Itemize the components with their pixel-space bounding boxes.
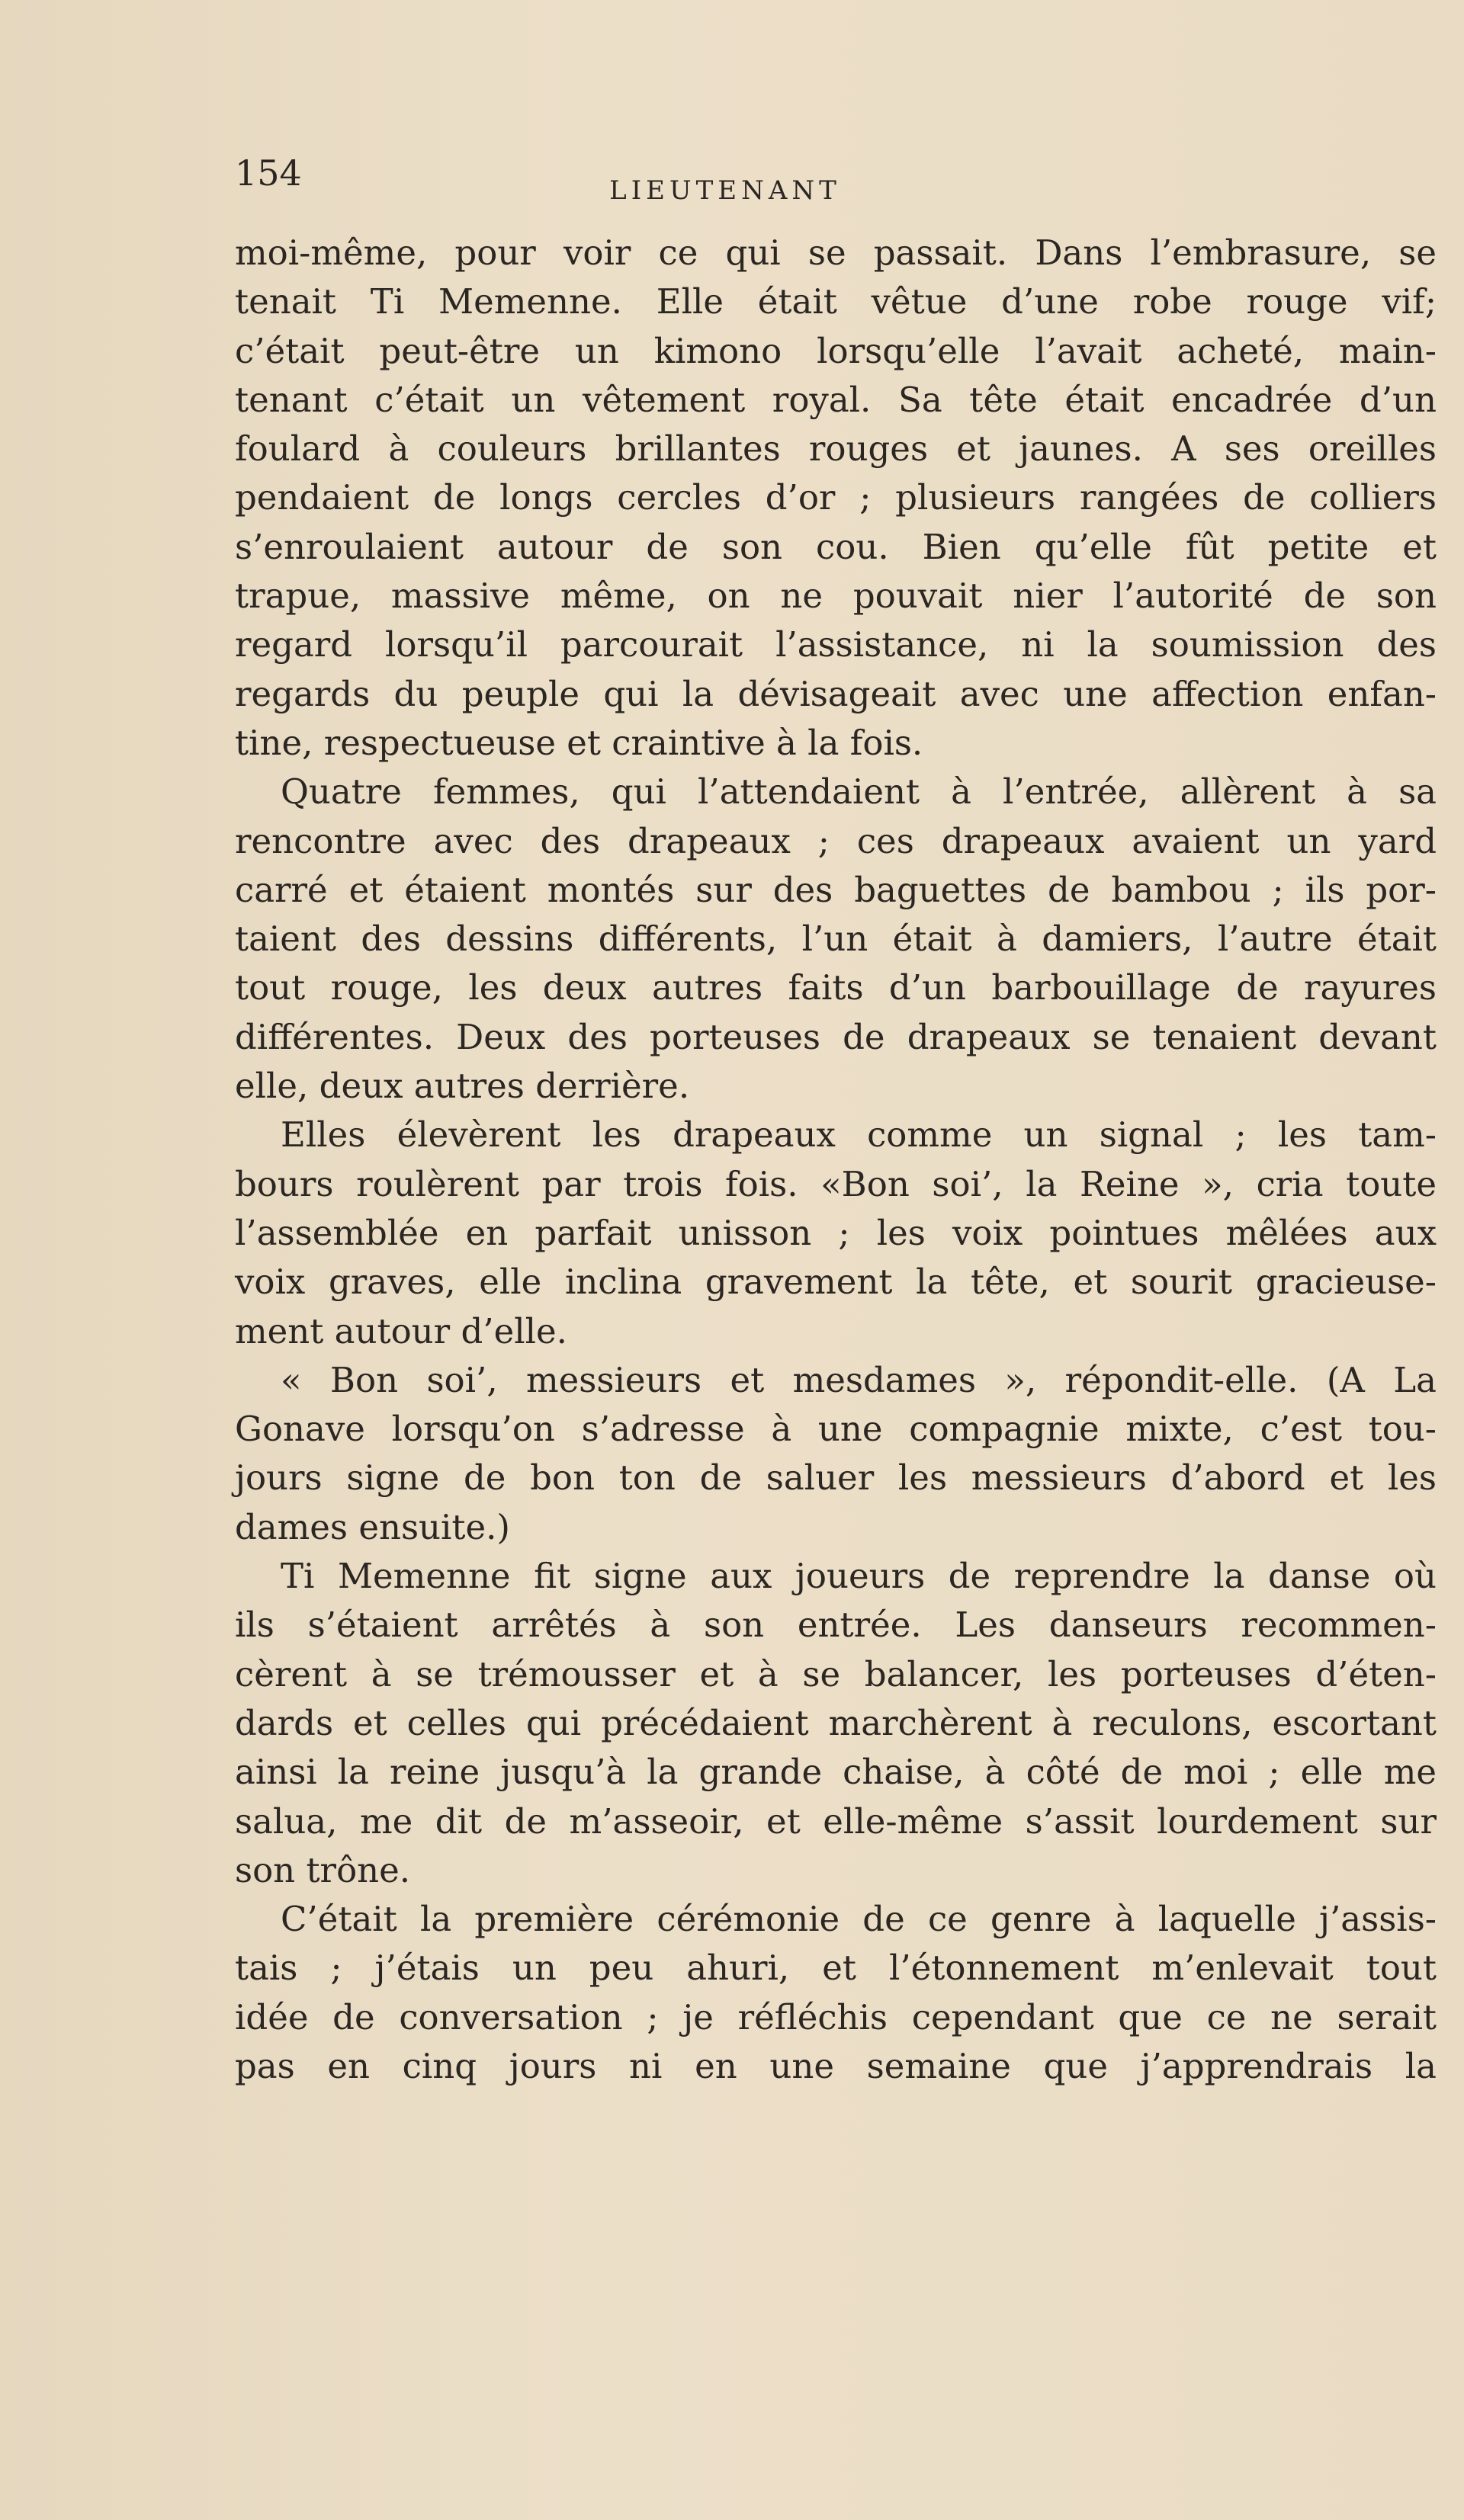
text-line: Quatre femmes, qui l’attendaient à l’entrée, allèrent à sa <box>281 771 1437 813</box>
paragraph <box>235 1111 1437 1355</box>
text-line: bours roulèrent par trois fois. «Bon soi’, la Reine », cria toute <box>235 1163 1437 1204</box>
text-line: son trône. <box>235 1849 411 1890</box>
text-line: regards du peuple qui la dévisageait avec une affection enfan- <box>235 673 1437 714</box>
paragraph <box>235 229 1437 768</box>
text-line: Elles élevèrent les drapeaux comme un signal ; les tam- <box>281 1114 1437 1156</box>
paragraph <box>235 768 1437 1111</box>
text-line: dards et celles qui précédaient marchèrent à reculons, escortant <box>235 1702 1437 1743</box>
text-line: rencontre avec des drapeaux ; ces drapeaux avaient un yard <box>235 820 1437 861</box>
text-line: foulard à couleurs brillantes rouges et jaunes. A ses oreilles <box>235 428 1437 470</box>
text-line: « Bon soi’, messieurs et mesdames », répondit-elle. (A La <box>281 1359 1437 1400</box>
running-head: LIEUTENANT <box>609 175 841 206</box>
text-line: Ti Memenne fit signe aux joueurs de reprendre la danse où <box>281 1556 1437 1597</box>
text-line: voix graves, elle inclina gravement la tête, et sourit gracieuse- <box>235 1262 1437 1303</box>
text-line: ils s’étaient arrêtés à son entrée. Les danseurs recommen- <box>235 1605 1437 1646</box>
page-number: 154 <box>235 152 302 194</box>
text-line: moi-même, pour voir ce qui se passait. Dans l’embrasure, se <box>235 232 1437 273</box>
text-line: tout rouge, les deux autres faits d’un barbouillage de rayures <box>235 967 1437 1008</box>
text-line: cèrent à se trémousser et à se balancer, les porteuses d’éten- <box>235 1653 1437 1694</box>
paragraph <box>235 1356 1437 1552</box>
text-line: tais ; j’étais un peu ahuri, et l’étonnement m’enlevait tout <box>235 1948 1437 1989</box>
text-line: C’était la première cérémonie de ce genre à laquelle j’assis- <box>281 1899 1437 1940</box>
text-line: l’assemblée en parfait unisson ; les voix pointues mêlées aux <box>235 1212 1437 1253</box>
text-line: c’était peut-être un kimono lorsqu’elle l’avait acheté, main- <box>235 330 1437 371</box>
text-line: tenait Ti Memenne. Elle était vêtue d’une robe rouge vif; <box>235 281 1437 322</box>
text-line: taient des dessins différents, l’un était à damiers, l’autre était <box>235 919 1437 960</box>
text-line: dames ensuite.) <box>235 1506 510 1547</box>
text-line: tine, respectueuse et craintive à la fois. <box>235 722 923 763</box>
paragraph <box>235 1895 1437 2091</box>
text-line: jours signe de bon ton de saluer les messieurs d’abord et les <box>235 1457 1437 1499</box>
text-line: différentes. Deux des porteuses de drapeaux se tenaient devant <box>235 1016 1437 1057</box>
text-line: Gonave lorsqu’on s’adresse à une compagnie mixte, c’est tou- <box>235 1409 1437 1450</box>
text-line: salua, me dit de m’asseoir, et elle-même s’assit lourdement sur <box>235 1800 1437 1842</box>
text-line: trapue, massive même, on ne pouvait nier l’autorité de son <box>235 575 1437 617</box>
text-line: idée de conversation ; je réfléchis cependant que ce ne serait <box>235 1996 1437 2037</box>
text-line: regard lorsqu’il parcourait l’assistance, ni la soumission des <box>235 624 1437 665</box>
text-line: pendaient de longs cercles d’or ; plusieurs rangées de colliers <box>235 477 1437 518</box>
text-line: ment autour d’elle. <box>235 1310 567 1351</box>
text-line: ainsi la reine jusqu’à la grande chaise, à côté de moi ; elle me <box>235 1752 1437 1793</box>
body-text <box>235 229 1437 2091</box>
text-line: carré et étaient montés sur des baguettes de bambou ; ils por- <box>235 869 1437 910</box>
text-line: s’enroulaient autour de son cou. Bien qu’elle fût petite et <box>235 526 1437 567</box>
text-line: pas en cinq jours ni en une semaine que j’apprendrais la <box>235 2045 1437 2086</box>
text-line: tenant c’était un vêtement royal. Sa tête était encadrée d’un <box>235 379 1437 420</box>
paragraph <box>235 1552 1437 1895</box>
text-line: elle, deux autres derrière. <box>235 1066 690 1107</box>
page-header <box>235 152 1437 213</box>
